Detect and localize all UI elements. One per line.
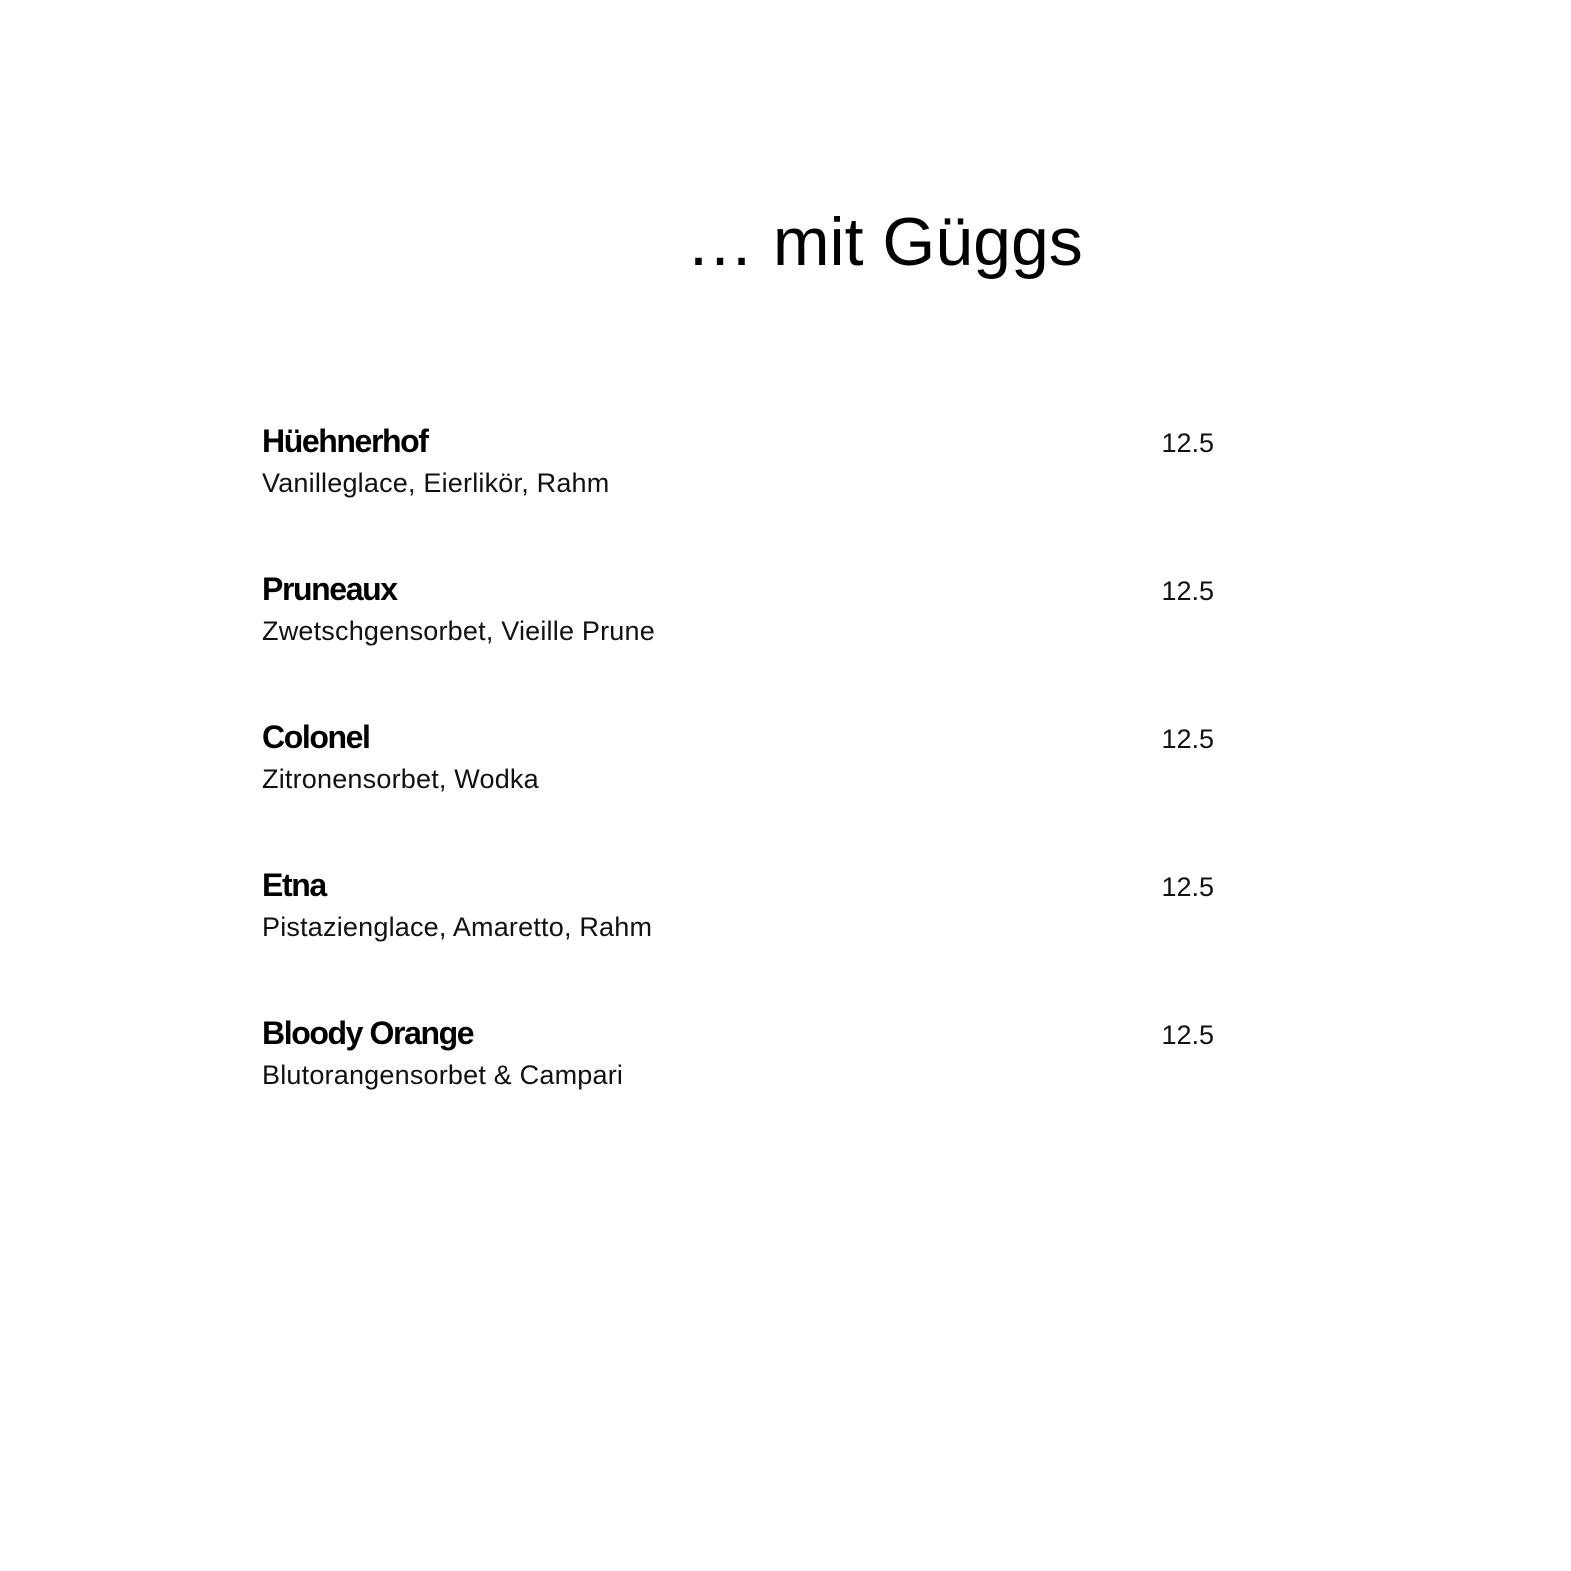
item-price: 12.5 (1161, 872, 1214, 902)
item-price: 12.5 (1161, 428, 1214, 458)
item-description: Pistazienglace, Amaretto, Rahm (262, 912, 653, 942)
item-name: Pruneaux (262, 571, 397, 607)
item-name: Etna (262, 867, 326, 903)
item-name: Hüehnerhof (262, 423, 428, 459)
menu-item (262, 419, 1214, 567)
item-description: Zitronensorbet, Wodka (262, 764, 539, 794)
menu-item (262, 863, 1214, 1011)
menu-item (262, 715, 1214, 863)
menu-list (262, 419, 1214, 1159)
item-price: 12.5 (1161, 724, 1214, 754)
item-description: Vanilleglace, Eierlikör, Rahm (262, 468, 610, 498)
item-price: 12.5 (1161, 576, 1214, 606)
menu-item (262, 567, 1214, 715)
page-title: … mit Güggs (686, 204, 1083, 280)
item-price: 12.5 (1161, 1020, 1214, 1050)
item-name: Bloody Orange (262, 1015, 474, 1051)
item-description: Blutorangensorbet & Campari (262, 1060, 624, 1090)
item-description: Zwetschgensorbet, Vieille Prune (262, 616, 655, 646)
item-name: Colonel (262, 719, 370, 755)
menu-item (262, 1011, 1214, 1159)
